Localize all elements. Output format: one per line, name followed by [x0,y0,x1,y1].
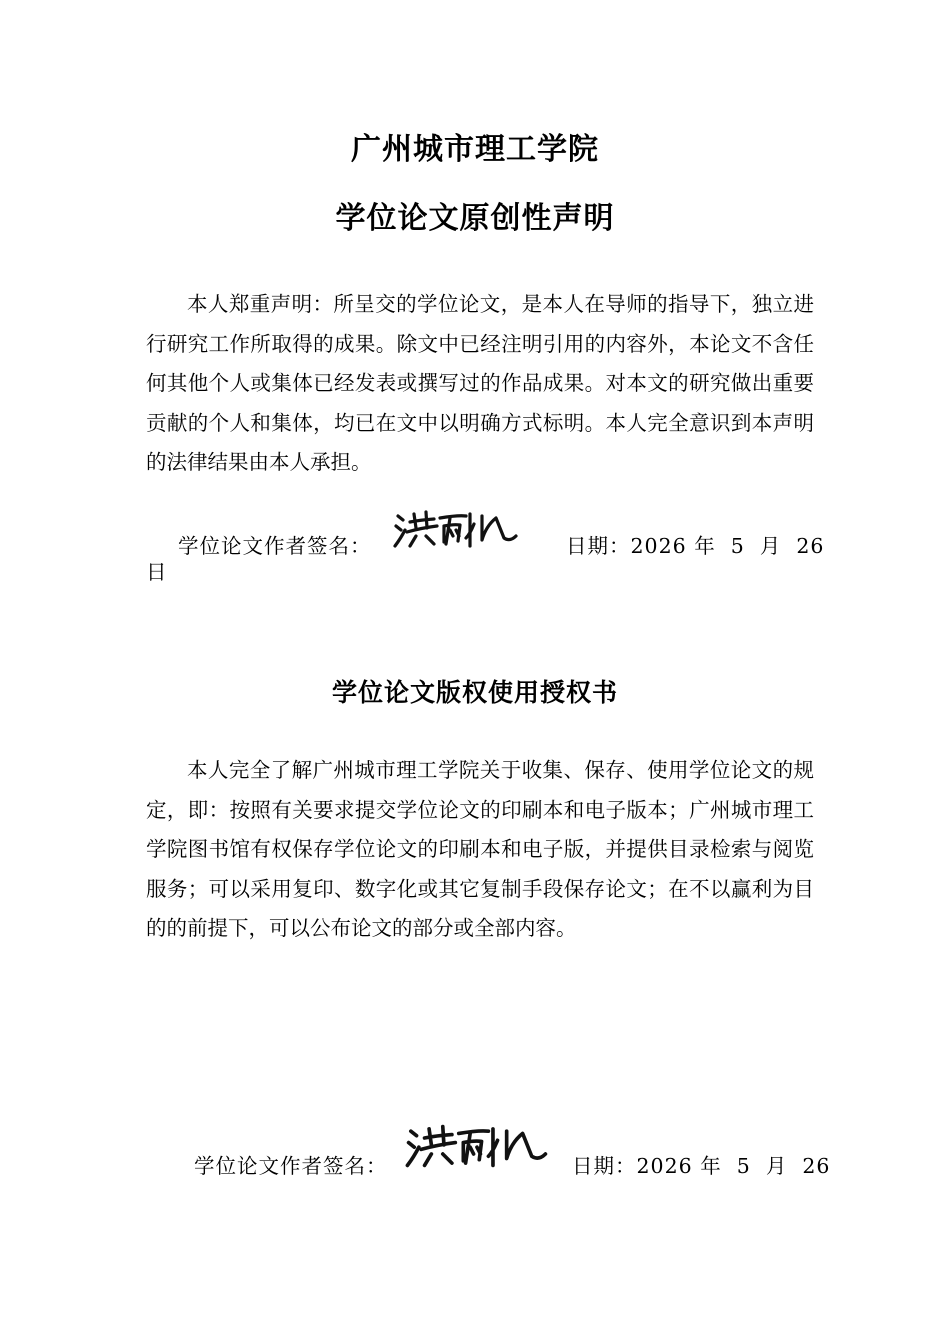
date-day: 26 [802,1154,831,1178]
authorization-handwritten-signature [404,1118,550,1174]
month-unit: 月 [765,1154,788,1178]
year-unit: 年 [700,1154,722,1178]
authorization-body: 本人完全了解广州城市理工学院关于收集、保存、使用学位论文的规定，即：按照有关要求提交学位论文的印刷本和电子版本；广州城市理工学院图书馆有权保存学位论文的印刷本和电子版，并提供目录检索与阅览服务；可以采用复印、数字化或其它复制手段保存论文；在不以赢利为目的的前提下，可以公布论文的部分或全部内容。 [146,758,814,940]
authorization-signature-label: 学位论文作者签名： [194,1154,388,1178]
date-day: 26 [796,534,825,558]
declaration-title: 学位论文原创性声明 [335,201,615,236]
declaration-date [566,532,824,560]
date-year: 2026 [630,534,687,558]
date-month: 5 [730,534,745,558]
authorization-title: 学位论文版权使用授权书 [331,678,618,707]
date-label: 日期： [566,534,631,558]
month-unit: 月 [759,534,782,558]
date-month: 5 [736,1154,751,1178]
declaration-handwritten-signature [392,506,520,552]
date-label: 日期： [572,1154,637,1178]
year-unit: 年 [694,534,716,558]
institution-title: 广州城市理工学院 [351,132,599,167]
declaration-signature-label: 学位论文作者签名： [178,534,372,558]
day-unit: 日 [146,560,167,584]
declaration-body: 本人郑重声明：所呈交的学位论文，是本人在导师的指导下，独立进行研究工作所取得的成果。除文中已经注明引用的内容外，本论文不含任何其他个人或集体已经发表或撰写过的作品成果。对本文的研究做出重要贡献的个人和集体，均已在文中以明确方式标明。本人完全意识到本声明的法律结果由本人承担。 [146,292,814,474]
authorization-date [572,1152,830,1180]
date-year: 2026 [636,1154,693,1178]
